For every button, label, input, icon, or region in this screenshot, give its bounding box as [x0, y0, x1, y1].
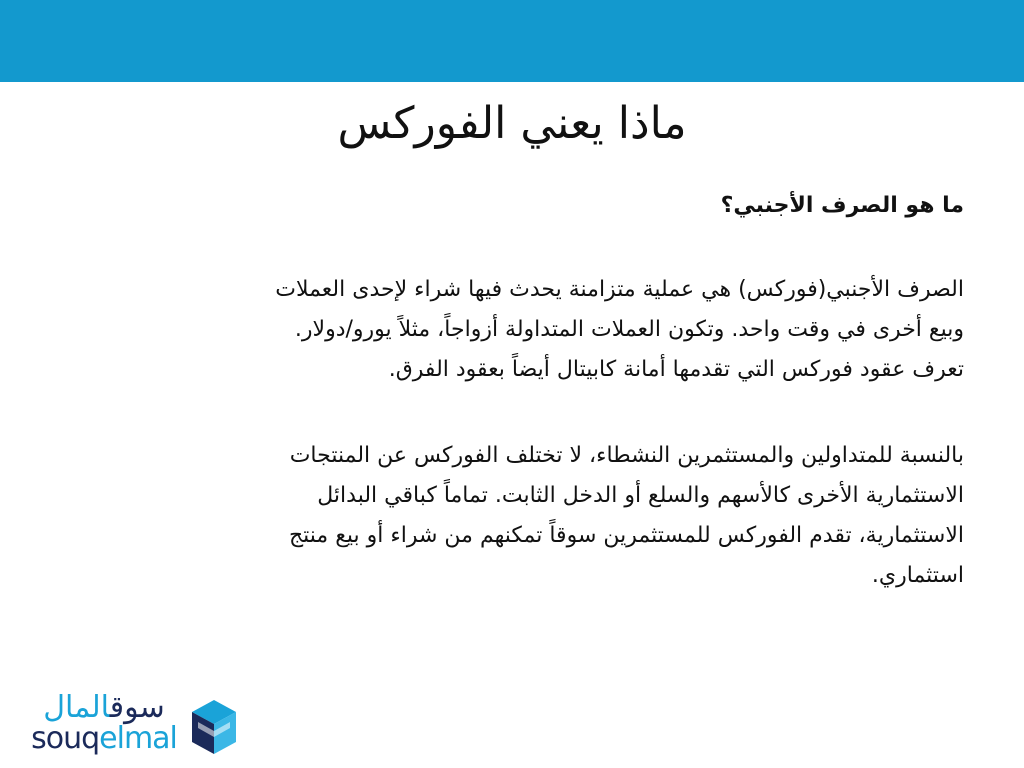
logo-latin-part-1: souq — [31, 721, 100, 756]
slide-content — [108, 188, 964, 596]
paragraph-forex-investors — [108, 436, 964, 596]
top-banner-bar — [0, 0, 1024, 82]
paragraph-line: الاستثمارية، تقدم الفوركس للمستثمرين سوقاً تمكنهم من شراء أو بيع منتج — [288, 523, 964, 548]
paragraph-line: الاستثمارية الأخرى كالأسهم والسلع أو الدخل الثابت. تماماً كباقي البدائل — [317, 483, 964, 508]
logo-latin-text — [22, 722, 186, 756]
logo-arabic-part-1: سوق — [109, 690, 165, 725]
paragraph-line: الصرف الأجنبي(فوركس) هي عملية متزامنة يحدث فيها شراء لإحدى العملات — [275, 277, 964, 302]
slide-title: ماذا يعني الفوركس — [337, 98, 687, 149]
subheading: ما هو الصرف الأجنبي؟ — [720, 193, 964, 218]
paragraph-line: تعرف عقود فوركس التي تقدمها أمانة كابيتال أيضاً بعقود الفرق. — [388, 357, 964, 382]
logo-arabic-part-2: المال — [43, 690, 110, 725]
logo-cube-icon — [188, 692, 240, 758]
paragraph-forex-definition — [108, 270, 964, 390]
souqelmal-logo — [22, 690, 244, 760]
paragraph-line: بالنسبة للمتداولين والمستثمرين النشطاء، لا تختلف الفوركس عن المنتجات — [289, 443, 964, 468]
paragraph-line: استثماري. — [871, 563, 964, 588]
logo-latin-part-2: elmal — [99, 721, 177, 756]
paragraph-line: وبيع أخرى في وقت واحد. وتكون العملات المتداولة أزواجاً، مثلاً يورو/دولار. — [294, 317, 964, 342]
